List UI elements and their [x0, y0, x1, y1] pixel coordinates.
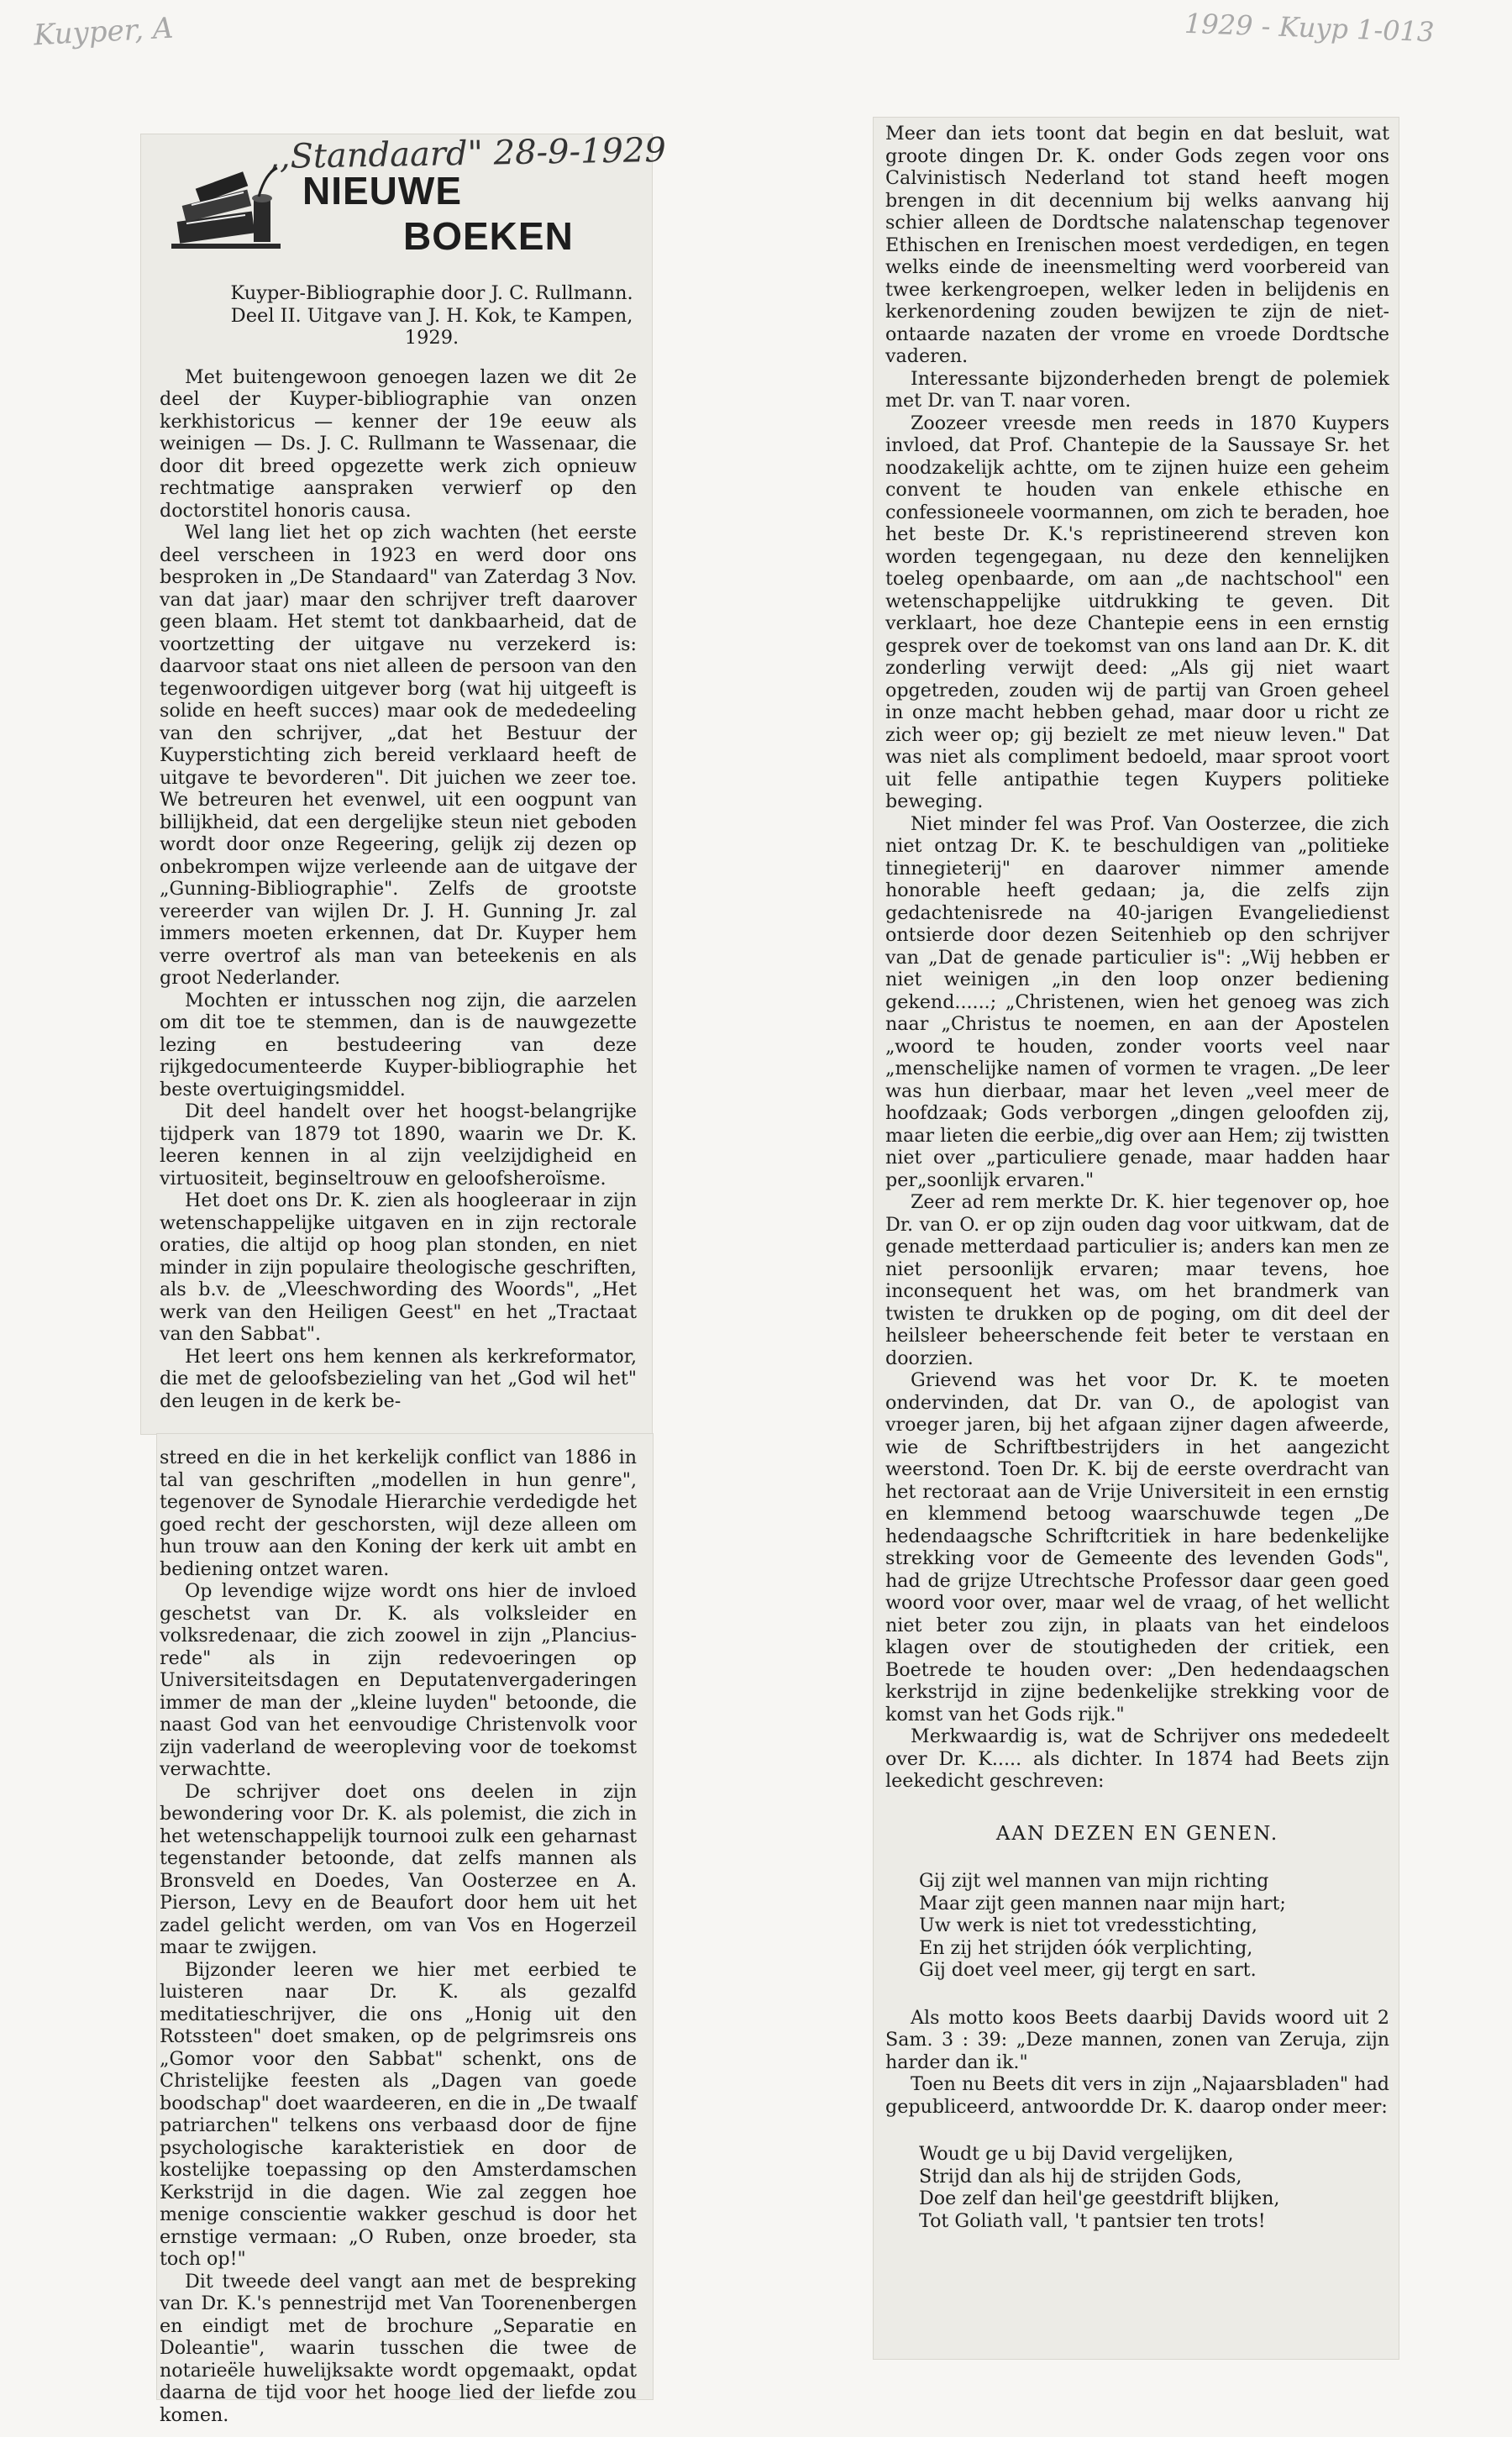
section-title: [302, 168, 574, 259]
article-header: [160, 130, 667, 281]
poem-line: Uw werk is niet tot vredesstichting,: [919, 1914, 1257, 1936]
poem-line: En zij het strijden óók verplichting,: [919, 1936, 1253, 1959]
right-column: [885, 123, 1389, 2232]
section-title-line2: BOEKEN: [403, 214, 574, 258]
poem-title: AAN DEZEN EN GENEN.: [995, 1822, 1279, 1845]
poem-line: Tot Goliath vall, 't pantsier ten trots!: [919, 2209, 1266, 2232]
poem-line: Gij doet veel meer, gij tergt en sart.: [919, 1959, 1257, 1981]
paragraph: Grievend was het voor Dr. K. te moeten ondervinden, dat Dr. van O., de apologist van vroeger jaren, bij het afgaan zijner dagen afweerde, wie de Schriftbestrijders in het aangezicht weerstond. Toen Dr. K. bij de eerste overdracht van het rectoraat aan de Vrije Universiteit in een ernstig en klemmend betoog waarschuwde tegen „De hedendaagsche Schriftcritiek in hare bedenkelijke strekking voor de Gemeente des levenden Gods", had de grijze Utrechtsche Professor daar geen goed woord voor over, maar wel de vraag, of het wellicht niet beter zou zijn, in plaats van het eindeloos klagen over de stoutigheden der critiek, een Boetrede te houden over: „Den hedendaagschen kerkstrijd in zijne bedenkelijke strekking voor de komst van het Gods rijk.": [885, 1369, 1389, 1725]
paragraph: Op levendige wijze wordt ons hier de invloed geschetst van Dr. K. als volksleider en volksredenaar, die zich zoowel in zijn „Plancius-rede" als in zijn redevoeringen op Universiteitsdagen en Deputatenvergaderingen immer de man der „kleine luyden" betoonde, die naast God van het eenvoudige Christenvolk voor zijn vaderland de weeropleving voor de toekomst verwachtte.: [160, 1580, 637, 1780]
paragraph: Met buitengewoon genoegen lazen we dit 2e deel der Kuyper-bibliographie van onzen kerkhistoricus — kenner der 19e eeuw als weinigen — Ds. J. C. Rullmann te Wassenaar, die door dit breed opgezette werk zich opnieuw rechtmatige aanspraken verwierf op den doctorstitel honoris causa.: [160, 365, 637, 522]
paragraph: Het doet ons Dr. K. zien als hoogleeraar in zijn wetenschappelijke uitgaven en in zijn rectorale oraties, die altijd op hoog plan stonden, en niet minder in zijn populaire theologische geschriften, als b.v. de „Vleeschwording des Woords", „Het werk van den Heiligen Geest" en het „Tractaat van den Sabbat".: [160, 1190, 637, 1345]
paragraph: Interessante bijzonderheden brengt de polemiek met Dr. van T. naar voren.: [885, 367, 1389, 412]
paragraph: Niet minder fel was Prof. Van Oosterzee, die zich niet ontzag Dr. K. te beschuldigen van „politieke tinnegieterij" en daarover nimmer amende honorable heeft gedaan; ja, die zelfs zijn gedachtenisrede na 40-jarigen Evangeliedienst ontsierde door dezen Seitenhieb op den schrijver van „Dat de genade particulier is": „Wij hebben er niet weinigen „in den loop onzer bediening gekend......; „Christenen, wien het genoeg was zich naar „Christus te noemen, en aan der Apostelen „woord te houden, zonder voorts veel naar „menschelijke namen of vormen te vragen. „De leer was hun dierbaar, maar het leven „veel meer de hoofdzaak; Gods verborgen „dingen geloofden zij, maar lieten die eerbie„dig over aan Hem; zij twistten niet over „particuliere genade, maar hadden haar per„soonlijk ervaren.": [885, 812, 1389, 1191]
paragraph: Zeer ad rem merkte Dr. K. hier tegenover op, hoe Dr. van O. er op zijn ouden dag voor uitkwam, dat de genade metterdaad particulier is; anders kan men ze niet persoonlijk ervaren; maar tevens, hoe inconsequent het was, om het brandmerk van twisten te drukken op de poging, om dit deel der heilsleer beheerschende feit beter te verstaan en doorzien.: [885, 1191, 1389, 1369]
books-icon: [171, 165, 285, 257]
left-column-lower: [160, 1447, 637, 2426]
pencil-annotation-left: Kuyper, A: [33, 11, 175, 53]
paragraph: Dit deel handelt over het hoogst-belangrijke tijdperk van 1879 tot 1890, waarin we Dr. K. leeren kennen in al zijn veelzijdigheid en virtuositeit, beginseltrouw en geloofsheroïsme.: [160, 1100, 637, 1190]
paragraph: Toen nu Beets dit vers in zijn „Najaarsbladen" had gepubliceerd, antwoordde Dr. K. daarop onder meer:: [885, 2073, 1389, 2118]
section-title-line1: NIEUWE: [302, 169, 462, 213]
poem-line: Strijd dan als hij de strijden Gods,: [919, 2165, 1242, 2188]
paragraph: De schrijver doet ons deelen in zijn bewondering voor Dr. K. als polemist, die zich in het wetenschappelijk tournooi zulk een geharnast tegenstander betoonde, dat zelfs mannen als Bronsveld en Doedes, Van Oosterzee en A. Pierson, Levy en de Beaufort door hem uit het zadel gelicht werden, om van Vos en Hogerzeil maar te zwijgen.: [160, 1780, 637, 1958]
paragraph: Mochten er intusschen nog zijn, die aarzelen om dit toe te stemmen, dan is de nauwgezette lezing en bestudeering van deze rijkgedocumenteerde Kuyper-bibliographie het beste overtuigingsmiddel.: [160, 989, 637, 1100]
pencil-annotation-right: 1929 - Kuyp 1-013: [1184, 7, 1435, 49]
handwritten-source-note: ,,Standaard" 28-9-1929: [268, 130, 667, 177]
paragraph: Bijzonder leeren we hier met eerbied te luisteren naar Dr. K. als gezalfd meditatieschrijver, die ons „Honig uit den Rotssteen" doet smaken, op de pelgrimsreis ons „Gomor voor den Sabbat" schenkt, ons de Christelijke feesten als „Dagen van goede boodschap" doet waardeeren, en die in „De twaalf patriarchen" telkens ons verbaasd door de fijne psychologische karakteristiek en door de kostelijke toepassing op den Amsterdamschen Kerkstrijd in die dagen. Wie zal zeggen hoe menige conscientie wakker geschud is door het ernstige vermaan: „O Ruben, onze broeder, sta toch op!": [160, 1958, 637, 2270]
paragraph: Meer dan iets toont dat begin en dat besluit, wat groote dingen Dr. K. onder Gods zegen voor ons Calvinistisch Nederland tot stand heeft mogen brengen in dit decennium bij welks aanvang hij schier alleen de Dordtsche nalatenschap tegenover Ethischen en Irenischen moest verdedigen, en tegen welks einde de ineensmelting werd voorbereid van twee kerkengroepen, welker leden in belijdenis en kerkenordening zouden bewijzen te zijn de niet-ontaarde nazaten der vrome en vroede Dordtsche vaderen.: [885, 123, 1389, 367]
poem-line: Maar zijt geen mannen naar mijn hart;: [919, 1892, 1286, 1914]
poem-stanza-1: [885, 1870, 1389, 1982]
paragraph: Zoozeer vreesde men reeds in 1870 Kuypers invloed, dat Prof. Chantepie de la Saussaye Sr. het noodzakelijk achtte, om te zijnen huize een geheim convent te houden van enkele ethische en confessioneele voormannen, om zich te beraden, hoe het beste Dr. K.'s repristineerend streven kon worden tegengegaan, nu deze den kennelijken toeleg openbaarde, om aan „de nachtschool" een wetenschappelijke uitdrukking te geven. Dit verklaart, hoe deze Chantepie eens in een ernstig gesprek over de toekomst van ons land aan Dr. K. dit zonderling verwijt deed: „Als gij niet waart opgetreden, zouden wij de partij van Groen geheel in onze macht hebben gehad, maar door u richt ze zich weer op; gij bezielt ze met nieuw leven." Dat was niet als compliment bedoeld, maar sproot voort uit felle antipathie tegen Kuypers politieke beweging.: [885, 412, 1389, 812]
left-column-upper: [160, 282, 637, 1412]
paragraph: Merkwaardig is, wat de Schrijver ons mededeelt over Dr. K..... als dichter. In 1874 had Beets zijn leekedicht geschreven:: [885, 1725, 1389, 1792]
paragraph: Als motto koos Beets daarbij Davids woord uit 2 Sam. 3 : 39: „Deze mannen, zonen van Zeruja, zijn harder dan ik.": [885, 2006, 1389, 2073]
poem-line: Doe zelf dan heil'ge geestdrift blijken,: [919, 2188, 1280, 2209]
poem-stanza-2: [885, 2143, 1389, 2232]
paragraph: Wel lang liet het op zich wachten (het eerste deel verscheen in 1923 en werd door ons besproken in „De Standaard" van Zaterdag 3 Nov. van dat jaar) maar den schrijver treft daarover geen blaam. Het stemt tot dankbaarheid, dat de voortzetting der uitgave nu verzekerd is: daarvoor staat ons niet alleen de persoon van den tegenwoordigen uitgever borg (wat hij uitgeeft is solide en heeft succes) maar ook de mededeeling van den schrijver, „dat het Bestuur der Kuyperstichting zich bereid verklaard heeft de uitgave te bevorderen". Dit juichen we zeer toe. We betreuren het evenwel, uit een oogpunt van billijkheid, dat een dergelijke steun niet geboden wordt door onze Regeering, gelijk zij dezen op onbekrompen wijze verleende aan de uitgave der „Gunning-Bibliographie". Zelfs de grootste vereerder van wijlen Dr. J. H. Gunning Jr. zal immers moeten erkennen, dat Dr. Kuyper hem verre overtrof als man van beteekenis en als groot Nederlander.: [160, 522, 637, 989]
paragraph: Dit tweede deel vangt aan met de bespreking van Dr. K.'s pennestrijd met Van Toorenenbergen en eindigt met de brochure „Separatie en Doleantie", waarin tusschen die twee de notarieële huwelijksakte wordt opgemaakt, opdat daarna de tijd voor het hooge lied der liefde zou komen.: [160, 2270, 637, 2426]
book-citation: Kuyper-Bibliographie door J. C. Rullmann. Deel II. Uitgave van J. H. Kok, te Kampen, 1929.: [230, 282, 633, 349]
poem-line: Gij zijt wel mannen van mijn richting: [919, 1870, 1269, 1892]
paragraph: Het leert ons hem kennen als kerkreformator, die met de geloofsbezieling van het „God wil het" den leugen in de kerk be-: [160, 1345, 637, 1412]
poem-line: Woudt ge u bij David vergelijken,: [919, 2143, 1234, 2165]
paragraph: streed en die in het kerkelijk conflict van 1886 in tal van geschriften „modellen in hun genre", tegenover de Synodale Hierarchie verdedigde het goed recht der geschorsten, wijl deze alleen om hun trouw aan den Koning der kerk uit ambt en bediening ontzet waren.: [160, 1447, 637, 1580]
